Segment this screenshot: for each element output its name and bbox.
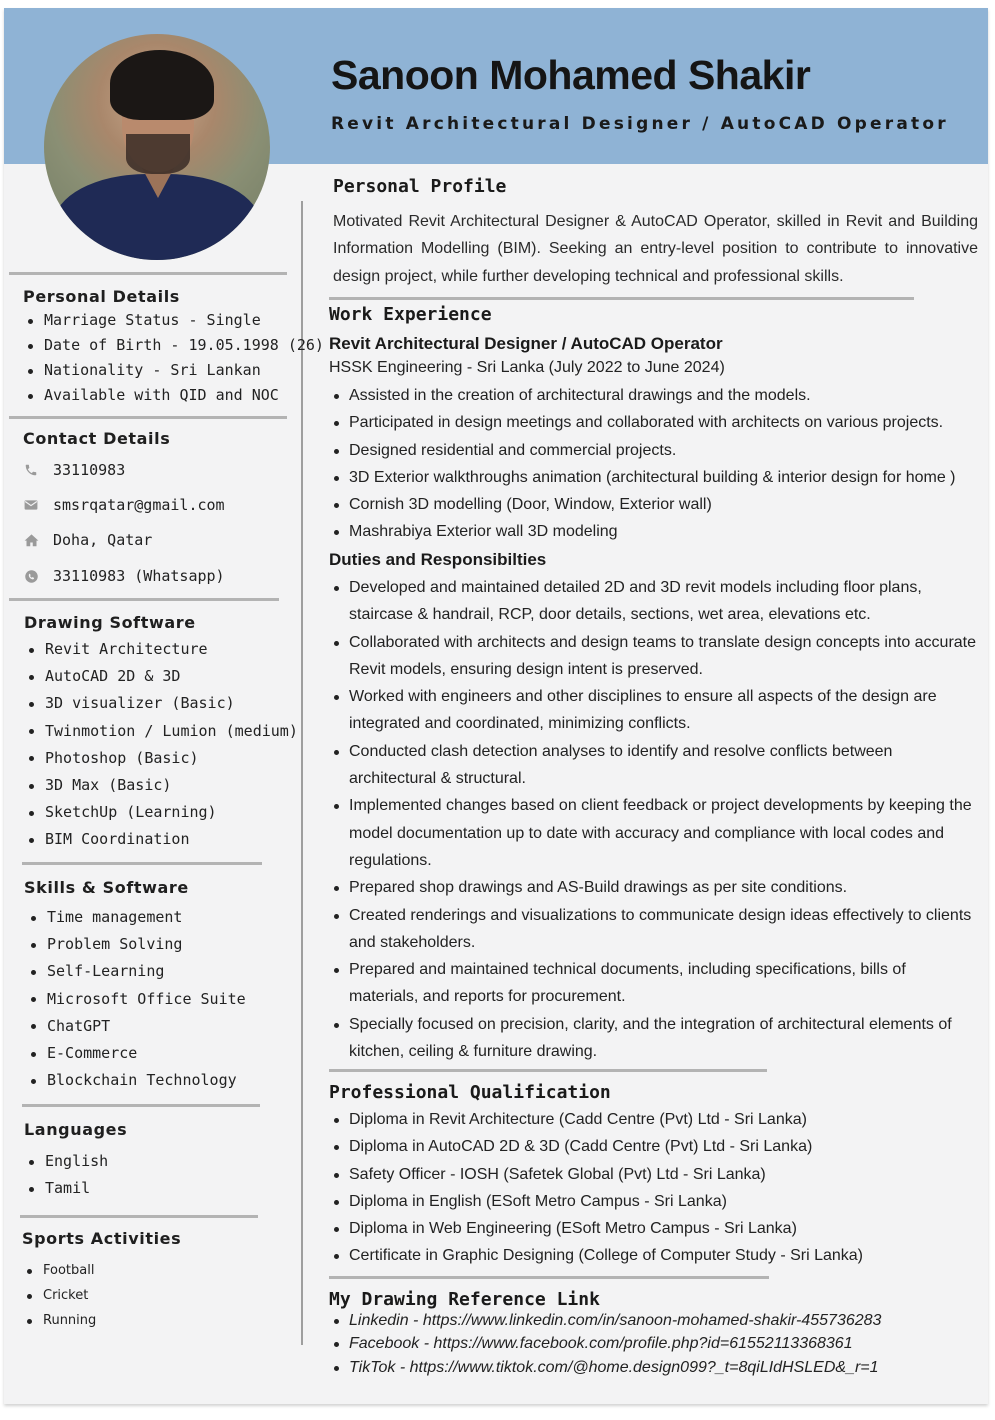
whatsapp-icon — [23, 568, 39, 584]
profile-heading: Personal Profile — [333, 176, 507, 197]
list-item: Prepared and maintained technical documents, including specifications, bills of materials, and reports for procurement. — [328, 956, 978, 1011]
contact-text: 33110983 (Whatsapp) — [53, 567, 225, 585]
photo-hair — [110, 50, 214, 120]
reference-link-linkedin[interactable]: Linkedin - https://www.linkedin.com/in/sanoon-mohamed-shakir-455736283 — [328, 1309, 978, 1332]
list-item: SketchUp (Learning) — [24, 799, 298, 826]
links-list — [328, 1309, 978, 1379]
contact-text: 33110983 — [53, 461, 126, 479]
list-item: Designed residential and commercial projects. — [328, 437, 978, 464]
list-item: Implemented changes based on client feedback or project developments by keeping the model documentation up to date with accuracy and compliance with local codes and regulations. — [328, 792, 978, 874]
list-item: Problem Solving — [26, 931, 246, 958]
duties-list — [328, 574, 978, 1065]
languages-list — [24, 1148, 108, 1202]
list-item: BIM Coordination — [24, 826, 298, 853]
list-item: Marriage Status - Single — [23, 308, 324, 333]
list-item: Worked with engineers and other disciplines to ensure all aspects of the design are integrated and coordinated, minimizing conflicts. — [328, 683, 978, 738]
list-item: Microsoft Office Suite — [26, 986, 246, 1013]
list-item: Nationality - Sri Lankan — [23, 358, 324, 383]
candidate-title: Revit Architectural Designer / AutoCAD Operator — [331, 114, 949, 134]
contact-email — [23, 493, 225, 517]
profile-photo — [44, 34, 270, 260]
contact-text: smsrqatar@gmail.com — [53, 496, 225, 514]
reference-link-facebook[interactable]: Facebook - https://www.facebook.com/profile.php?id=61552113368361 — [328, 1332, 978, 1355]
photo-beard — [126, 134, 190, 174]
links-heading: My Drawing Reference Link — [329, 1289, 600, 1310]
languages-heading: Languages — [24, 1120, 128, 1139]
list-item: Revit Architecture — [24, 636, 298, 663]
qualification-list — [328, 1106, 978, 1270]
reference-link-tiktok[interactable]: TikTok - https://www.tiktok.com/@home.design099?_t=8qiLIdHSLED&_r=1 — [328, 1356, 978, 1379]
list-item: 3D Max (Basic) — [24, 772, 298, 799]
sports-list — [22, 1258, 96, 1333]
sports-heading: Sports Activities — [22, 1229, 182, 1248]
list-item: Running — [22, 1308, 96, 1333]
list-item: Photoshop (Basic) — [24, 745, 298, 772]
experience-heading: Work Experience — [329, 304, 492, 325]
list-item: Time management — [26, 904, 246, 931]
resume-page — [4, 8, 988, 1404]
phone-icon — [23, 462, 39, 478]
list-item: Twinmotion / Lumion (medium) — [24, 718, 298, 745]
list-item: Certificate in Graphic Designing (College of Computer Study - Sri Lanka) — [328, 1242, 978, 1269]
divider — [9, 598, 279, 601]
list-item: Date of Birth - 19.05.1998 (26) — [23, 333, 324, 358]
list-item: Diploma in AutoCAD 2D & 3D (Cadd Centre (Pvt) Ltd - Sri Lanka) — [328, 1133, 978, 1160]
list-item: Cricket — [22, 1283, 96, 1308]
list-item: 3D visualizer (Basic) — [24, 690, 298, 717]
divider — [329, 1276, 769, 1279]
contact-text: Doha, Qatar — [53, 531, 153, 549]
list-item: Specially focused on precision, clarity, and the integration of architectural elements of kitchen, ceiling & furniture drawing. — [328, 1011, 978, 1066]
list-item: Self-Learning — [26, 958, 246, 985]
divider — [329, 1069, 767, 1072]
list-item: Participated in design meetings and collaborated with architects on various projects. — [328, 409, 978, 436]
list-item: Mashrabiya Exterior wall 3D modeling — [328, 518, 978, 545]
divider — [9, 272, 287, 275]
list-item: E-Commerce — [26, 1040, 246, 1067]
qualification-heading: Professional Qualification — [329, 1082, 611, 1103]
job-role: Revit Architectural Designer / AutoCAD Operator — [329, 334, 723, 353]
divider — [329, 297, 914, 300]
list-item: ChatGPT — [26, 1013, 246, 1040]
drawing-software-list — [24, 636, 298, 854]
personal-details-heading: Personal Details — [23, 287, 180, 306]
drawing-software-heading: Drawing Software — [24, 613, 196, 632]
job-company: HSSK Engineering - Sri Lanka (July 2022 to June 2024) — [329, 359, 725, 376]
list-item: Assisted in the creation of architectural drawings and the models. — [328, 382, 978, 409]
list-item: Developed and maintained detailed 2D and 3D revit models including floor plans, staircase & handrail, RCP, door details, sections, wet area, elevations etc. — [328, 574, 978, 629]
list-item: Tamil — [24, 1175, 108, 1202]
list-item: Blockchain Technology — [26, 1067, 246, 1094]
divider — [22, 1104, 260, 1107]
divider — [22, 862, 262, 865]
list-item: Football — [22, 1258, 96, 1283]
personal-details-list — [23, 308, 324, 408]
list-item: Collaborated with architects and design teams to translate design concepts into accurate Revit models, ensuring design intent is preserved. — [328, 629, 978, 684]
contact-details-heading: Contact Details — [23, 429, 171, 448]
list-item: Diploma in Web Engineering (ESoft Metro Campus - Sri Lanka) — [328, 1215, 978, 1242]
contact-whatsapp — [23, 564, 225, 588]
mail-icon — [23, 497, 39, 513]
duties-heading: Duties and Responsibilties — [329, 550, 547, 569]
list-item: Safety Officer - IOSH (Safetek Global (Pvt) Ltd - Sri Lanka) — [328, 1161, 978, 1188]
list-item: AutoCAD 2D & 3D — [24, 663, 298, 690]
list-item: English — [24, 1148, 108, 1175]
contact-address — [23, 528, 152, 552]
contact-phone — [23, 458, 125, 482]
candidate-name: Sanoon Mohamed Shakir — [331, 52, 811, 98]
skills-list — [26, 904, 246, 1094]
skills-heading: Skills & Software — [24, 878, 189, 897]
list-item: Diploma in English (ESoft Metro Campus - Sri Lanka) — [328, 1188, 978, 1215]
list-item: Diploma in Revit Architecture (Cadd Centre (Pvt) Ltd - Sri Lanka) — [328, 1106, 978, 1133]
list-item: Created renderings and visualizations to communicate design ideas effectively to clients and stakeholders. — [328, 902, 978, 957]
list-item: Conducted clash detection analyses to identify and resolve conflicts between architectural & structural. — [328, 738, 978, 793]
divider — [9, 416, 287, 419]
experience-list — [328, 382, 978, 546]
list-item: 3D Exterior walkthroughs animation (architectural building & interior design for home ) — [328, 464, 978, 491]
list-item: Cornish 3D modelling (Door, Window, Exterior wall) — [328, 491, 978, 518]
divider — [20, 1215, 258, 1218]
list-item: Available with QID and NOC — [23, 383, 324, 408]
list-item: Prepared shop drawings and AS-Build drawings as per site conditions. — [328, 874, 978, 901]
profile-text: Motivated Revit Architectural Designer & AutoCAD Operator, skilled in Revit and Building Information Modelling (BIM). Seeking an entry-level position to contribute to innovative design project, while further developing technical and professional skills. — [333, 213, 978, 285]
home-icon — [23, 532, 39, 548]
